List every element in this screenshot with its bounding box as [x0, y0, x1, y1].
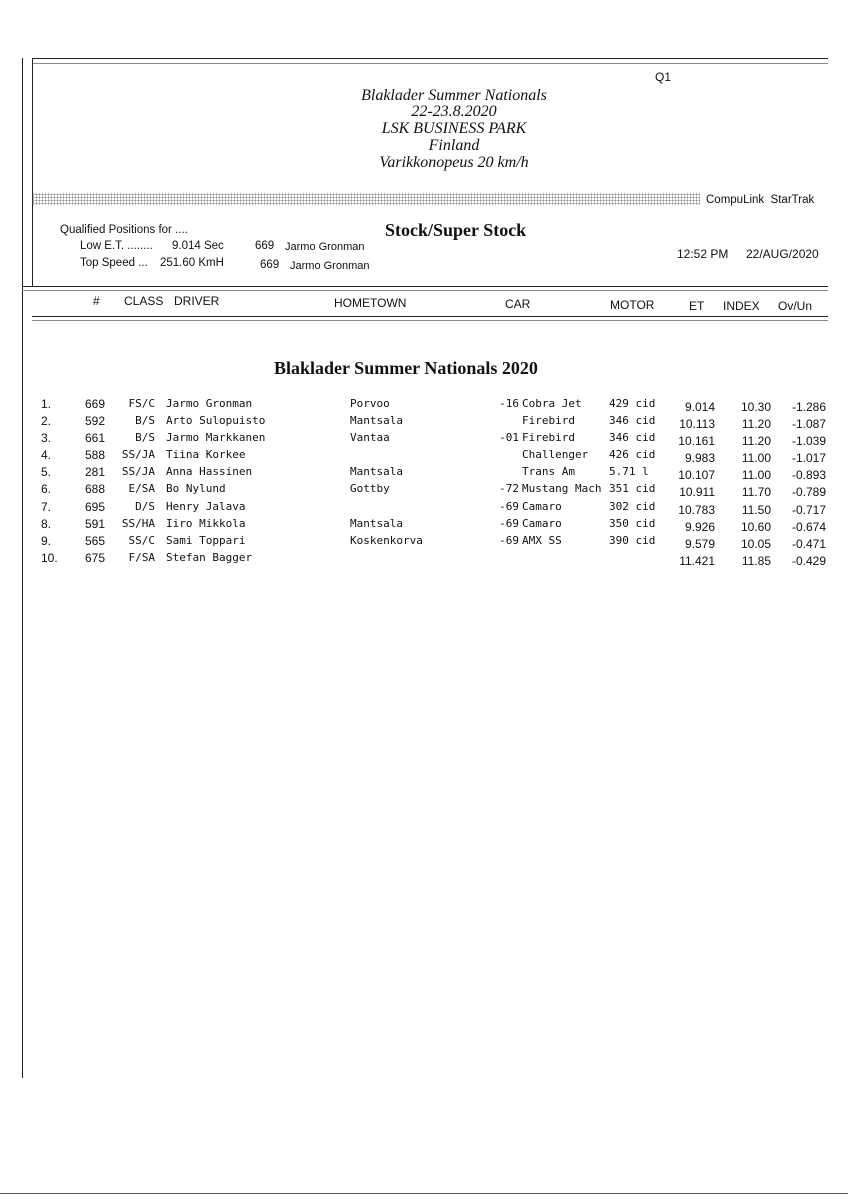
- row-class: B/S: [135, 431, 155, 444]
- left-border-inner: [32, 58, 33, 286]
- table-row: [0, 517, 848, 534]
- row-hometown: Mantsala: [350, 517, 403, 530]
- row-motor: 346 cid: [609, 431, 656, 444]
- row-class: SS/HA: [121, 517, 155, 530]
- row-motor: 351 cid: [609, 482, 656, 495]
- header-rule-top-2: [22, 290, 828, 291]
- col-class: CLASS: [124, 294, 164, 308]
- row-car: Mustang Mach: [522, 482, 602, 495]
- row-car-year: -01: [499, 431, 519, 444]
- qualified-label: Qualified Positions for ....: [60, 224, 188, 236]
- row-index: 10.05: [740, 537, 771, 551]
- row-hometown: Mantsala: [350, 465, 403, 478]
- row-ovun: -1.087: [791, 417, 826, 431]
- row-hometown: Porvoo: [350, 397, 390, 410]
- row-ovun: -1.286: [791, 400, 826, 414]
- row-hometown: Mantsala: [350, 414, 403, 427]
- low-et-value: 9.014 Sec: [172, 240, 224, 252]
- class-title: Stock/Super Stock: [385, 220, 527, 240]
- row-driver: Jarmo Gronman: [166, 397, 253, 410]
- table-row: [0, 500, 848, 517]
- row-index: 10.30: [740, 400, 771, 414]
- row-position: 3.: [41, 431, 52, 445]
- row-motor: 429 cid: [609, 397, 656, 410]
- row-car: Cobra Jet: [522, 397, 582, 410]
- row-car-year: -72: [499, 482, 519, 495]
- row-motor: 5.71 l: [609, 465, 649, 478]
- session-label: Q1: [655, 70, 672, 84]
- row-ovun: -1.039: [791, 434, 826, 448]
- row-position: 2.: [41, 414, 52, 428]
- row-position: 6.: [41, 482, 52, 496]
- col-motor: MOTOR: [610, 298, 655, 312]
- row-driver: Tiina Korkee: [166, 448, 246, 461]
- event-pit-speed: Varikkonopeus 20 km/h: [379, 154, 529, 171]
- row-index: 11.50: [741, 503, 771, 517]
- table-row: [0, 534, 848, 551]
- row-car: Camaro: [522, 500, 562, 513]
- row-ovun: -0.893: [791, 468, 826, 482]
- row-index: 11.20: [741, 434, 771, 448]
- header-rule-bottom-2: [32, 320, 828, 321]
- row-ovun: -1.017: [791, 451, 826, 465]
- row-motor: 350 cid: [609, 517, 656, 530]
- row-et: 10.113: [679, 417, 715, 431]
- row-class: SS/JA: [121, 448, 155, 461]
- row-car: Challenger: [522, 448, 589, 461]
- row-position: 5.: [41, 465, 52, 479]
- row-car-year: -69: [499, 517, 519, 530]
- row-car-number: 281: [84, 465, 105, 479]
- row-et: 10.161: [678, 434, 715, 448]
- table-row: [0, 397, 848, 414]
- col-et: ET: [689, 299, 705, 313]
- row-class: F/SA: [128, 551, 155, 564]
- row-position: 7.: [41, 500, 52, 514]
- print-time: 12:52 PM: [677, 247, 729, 261]
- table-row: [0, 448, 848, 465]
- top-border: [32, 58, 828, 59]
- row-car-number: 669: [84, 397, 105, 411]
- col-ovun: Ov/Un: [778, 299, 813, 313]
- top-speed-driver: Jarmo Gronman: [290, 260, 370, 272]
- header-rule-top: [22, 286, 828, 287]
- row-class: E/SA: [128, 482, 155, 495]
- row-class: D/S: [135, 500, 155, 513]
- table-row: [0, 465, 848, 482]
- table-row: [0, 414, 848, 431]
- row-hometown: Vantaa: [350, 431, 390, 444]
- row-car-year: -69: [499, 534, 519, 547]
- row-hometown: Gottby: [350, 482, 390, 495]
- row-et: 9.014: [684, 400, 715, 414]
- low-et-car: 669: [255, 240, 275, 252]
- row-position: 1.: [41, 397, 52, 411]
- row-car-year: -16: [499, 397, 519, 410]
- top-speed-car: 669: [260, 259, 280, 271]
- col-driver: DRIVER: [174, 294, 220, 308]
- row-ovun: -0.717: [791, 503, 826, 517]
- col-index: INDEX: [723, 299, 760, 313]
- row-ovun: -0.471: [791, 537, 826, 551]
- row-et: 9.579: [684, 537, 715, 551]
- row-motor: 426 cid: [609, 448, 656, 461]
- row-class: SS/JA: [121, 465, 155, 478]
- row-driver: Sami Toppari: [166, 534, 246, 547]
- row-driver: Iiro Mikkola: [166, 517, 246, 530]
- row-driver: Bo Nylund: [166, 482, 226, 495]
- table-row: [0, 431, 848, 448]
- row-driver: Jarmo Markkanen: [166, 431, 266, 444]
- row-car-number: 661: [84, 431, 105, 445]
- row-et: 10.783: [678, 503, 715, 517]
- row-index: 11.00: [741, 451, 771, 465]
- row-motor: 346 cid: [609, 414, 656, 427]
- row-position: 4.: [41, 448, 52, 462]
- table-row: [0, 551, 848, 568]
- event-dates: 22-23.8.2020: [411, 103, 497, 120]
- row-index: 11.85: [741, 554, 771, 568]
- row-et: 9.983: [684, 451, 715, 465]
- row-et: 10.107: [678, 468, 715, 482]
- row-car-number: 592: [84, 414, 105, 428]
- row-motor: 390 cid: [609, 534, 656, 547]
- top-speed-label: Top Speed ...: [80, 257, 148, 269]
- row-car-year: -69: [499, 500, 519, 513]
- row-car: Camaro: [522, 517, 562, 530]
- row-position: 10.: [41, 551, 58, 565]
- row-car-number: 675: [84, 551, 105, 565]
- row-driver: Henry Jalava: [166, 500, 246, 513]
- row-index: 10.60: [740, 520, 771, 534]
- row-et: 10.911: [679, 485, 715, 499]
- bottom-border: [0, 1193, 848, 1194]
- row-car: Firebird: [522, 414, 575, 427]
- row-et: 9.926: [684, 520, 715, 534]
- dotted-band: [32, 193, 700, 205]
- col-car: CAR: [505, 297, 531, 311]
- row-car-number: 591: [84, 517, 105, 531]
- low-et-label: Low E.T. ........: [80, 240, 153, 252]
- row-car-number: 588: [84, 448, 105, 462]
- row-class: SS/C: [128, 534, 155, 547]
- row-index: 11.70: [741, 485, 771, 499]
- col-num: #: [93, 294, 100, 308]
- row-index: 11.20: [741, 417, 771, 431]
- row-car: Firebird: [522, 431, 575, 444]
- row-car-number: 695: [84, 500, 105, 514]
- row-hometown: Koskenkorva: [350, 534, 423, 547]
- row-ovun: -0.789: [791, 485, 826, 499]
- row-driver: Stefan Bagger: [166, 551, 253, 564]
- row-et: 11.421: [679, 554, 715, 568]
- event-country: Finland: [428, 137, 480, 154]
- low-et-driver: Jarmo Gronman: [285, 241, 365, 253]
- row-car: Trans Am: [522, 465, 575, 478]
- row-position: 9.: [41, 534, 52, 548]
- row-ovun: -0.429: [791, 554, 826, 568]
- section-title: Blaklader Summer Nationals 2020: [274, 358, 538, 378]
- row-car: AMX SS: [522, 534, 562, 547]
- row-motor: 302 cid: [609, 500, 656, 513]
- top-border-inner: [32, 63, 828, 64]
- row-position: 8.: [41, 517, 52, 531]
- row-class: B/S: [135, 414, 155, 427]
- header-rule-bottom: [32, 316, 828, 317]
- row-index: 11.00: [741, 468, 771, 482]
- left-border: [22, 58, 23, 1078]
- row-driver: Anna Hassinen: [166, 465, 253, 478]
- row-car-number: 565: [84, 534, 105, 548]
- print-date: 22/AUG/2020: [746, 247, 819, 261]
- row-car-number: 688: [84, 482, 105, 496]
- software-label: CompuLink StarTrak: [706, 194, 815, 206]
- row-class: FS/C: [128, 397, 155, 410]
- top-speed-value: 251.60 KmH: [160, 257, 224, 269]
- table-row: [0, 482, 848, 499]
- row-driver: Arto Sulopuisto: [166, 414, 266, 427]
- event-venue: LSK BUSINESS PARK: [381, 120, 527, 137]
- event-name: Blaklader Summer Nationals: [361, 87, 547, 104]
- row-ovun: -0.674: [791, 520, 826, 534]
- col-hometown: HOMETOWN: [334, 296, 407, 310]
